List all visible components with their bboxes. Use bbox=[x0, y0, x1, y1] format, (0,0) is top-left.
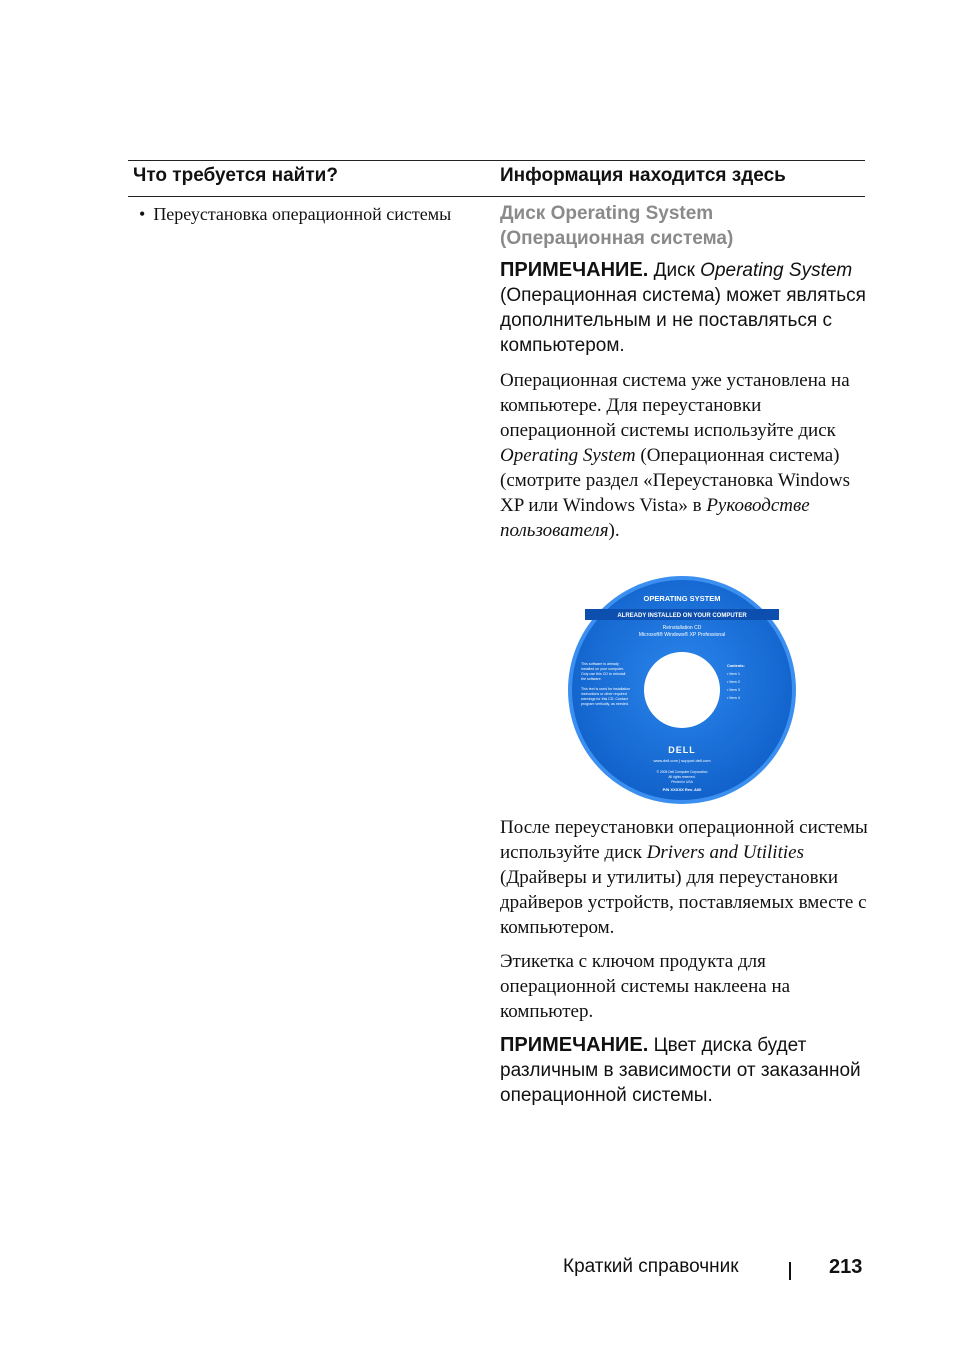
svg-text:warnings for this CD. Contact: warnings for this CD. Contact bbox=[581, 697, 628, 701]
page-number: 213 bbox=[829, 1256, 863, 1278]
svg-text:• Item 2: • Item 2 bbox=[727, 680, 740, 684]
svg-text:Reinstallation CD: Reinstallation CD bbox=[662, 625, 702, 631]
svg-text:Contents:: Contents: bbox=[727, 664, 745, 668]
disc-hole bbox=[644, 652, 720, 728]
svg-text:program vertically, as needed.: program vertically, as needed. bbox=[581, 702, 629, 706]
svg-text:• Item 1: • Item 1 bbox=[727, 672, 740, 676]
header-bottom-rule bbox=[128, 196, 865, 197]
paragraph-drivers: После переустановки операционной системы используйте диск Drivers and Utilities (Драйверы и утилиты) для переустановки драйверов устройств, поставляемых вместе с компьютером. bbox=[500, 817, 868, 938]
paragraph-reinstall: Операционная система уже установлена на компьютере. Для переустановки операционной системы используйте диск Operating System (Операционная система) (смотрите раздел «Переустановка Windows XP или Windows Vista» в Руководстве пользователя). bbox=[500, 370, 850, 541]
list-item-label: Переустановка операционной системы bbox=[153, 204, 452, 224]
bullet-icon: • bbox=[139, 204, 146, 224]
svg-text:This software is already: This software is already bbox=[581, 662, 619, 666]
svg-text:Microsoft® Windows® XP Profess: Microsoft® Windows® XP Professional bbox=[638, 632, 726, 638]
svg-text:Printed in USA: Printed in USA bbox=[671, 780, 693, 784]
cd-banner: ALREADY INSTALLED ON YOUR COMPUTER bbox=[617, 613, 747, 619]
svg-text:© 2005 Dell Computer Corporati: © 2005 Dell Computer Corporation bbox=[656, 770, 708, 774]
svg-text:• Item 3: • Item 3 bbox=[727, 688, 740, 692]
note-label: ПРИМЕЧАНИЕ. bbox=[500, 1034, 649, 1056]
footer-separator bbox=[789, 1262, 791, 1280]
table-top-rule bbox=[128, 160, 865, 161]
dell-logo-icon: DELL bbox=[668, 745, 696, 755]
cd-title: OPERATING SYSTEM bbox=[643, 594, 721, 603]
svg-text:installed on your computer.: installed on your computer. bbox=[581, 667, 624, 671]
note-label: ПРИМЕЧАНИЕ. bbox=[500, 259, 649, 281]
column-header-location: Информация находится здесь bbox=[500, 165, 786, 186]
footer-section-title: Краткий справочник bbox=[563, 1256, 739, 1277]
svg-text:www.dell.com | support.dell.co: www.dell.com | support.dell.com bbox=[653, 758, 711, 763]
paragraph-product-key: Этикетка с ключом продукта для операционной системы наклеена на компьютер. bbox=[500, 951, 791, 1022]
note-disc-color: ПРИМЕЧАНИЕ. Цвет диска будет различным в зависимости от заказанной операционной системы. bbox=[500, 1034, 861, 1106]
list-item bbox=[139, 203, 451, 225]
note-optional-disc: ПРИМЕЧАНИЕ. Диск Operating System (Операционная система) может являться дополнительным и не поставляться с компьютером. bbox=[500, 259, 866, 356]
svg-text:• Item 4: • Item 4 bbox=[727, 696, 740, 700]
column-header-find: Что требуется найти? bbox=[133, 165, 338, 186]
svg-text:the software.: the software. bbox=[581, 677, 602, 681]
svg-text:This text is used for installa: This text is used for installation bbox=[581, 687, 631, 691]
svg-text:instructions or other required: instructions or other required bbox=[581, 692, 627, 696]
svg-text:Only use this CD to reinstall: Only use this CD to reinstall bbox=[581, 672, 626, 676]
operating-system-cd-image bbox=[567, 575, 797, 805]
disc-title: Диск Operating System (Операционная система) bbox=[500, 203, 734, 249]
svg-text:All rights reserved.: All rights reserved. bbox=[668, 775, 696, 779]
svg-text:P/N XXXXX Rev. A00: P/N XXXXX Rev. A00 bbox=[662, 787, 702, 792]
